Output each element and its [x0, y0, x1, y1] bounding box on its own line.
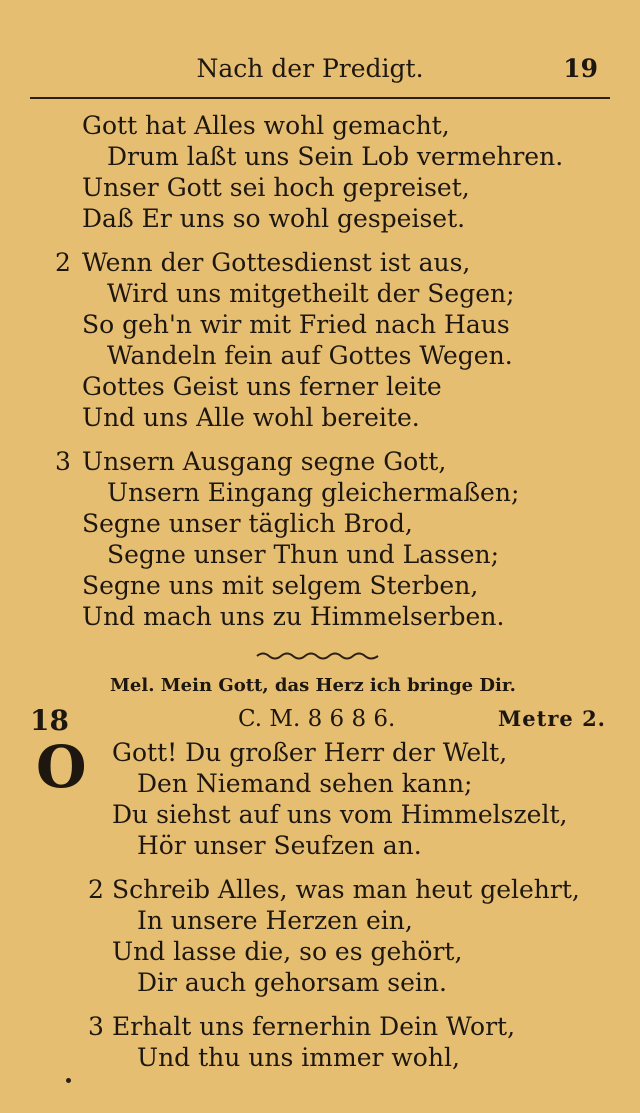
ornamental-divider: [255, 650, 380, 662]
verse-number: 3: [55, 447, 71, 476]
verse-line: So geh'n wir mit Fried nach Haus: [82, 310, 510, 339]
verse-line: Erhalt uns fernerhin Dein Wort,: [112, 1012, 516, 1041]
drop-cap: O: [36, 733, 87, 801]
verse-line: In unsere Herzen ein,: [137, 906, 413, 935]
verse-line: Daß Er uns so wohl gespeiset.: [82, 204, 466, 233]
melody-reference: Mel. Mein Gott, das Herz ich bringe Dir.: [110, 675, 516, 696]
hymn-number: 18: [30, 704, 69, 737]
verse-line: Gott! Du großer Herr der Welt,: [112, 738, 508, 767]
verse-line: Und mach uns zu Himmelserben.: [82, 602, 505, 631]
verse-line: Unsern Eingang gleichermaßen;: [107, 478, 520, 507]
verse-line: Wird uns mitgetheilt der Segen;: [107, 279, 515, 308]
verse-line: Und thu uns immer wohl,: [137, 1043, 460, 1072]
verse-line: Drum laßt uns Sein Lob vermehren.: [107, 142, 564, 171]
verse-line: Und lasse die, so es gehört,: [112, 937, 463, 966]
verse-line: Hör unser Seufzen an.: [137, 831, 422, 860]
verse-line: Gottes Geist uns ferner leite: [82, 372, 442, 401]
verse-line: Unsern Ausgang segne Gott,: [82, 447, 447, 476]
verse-line: Segne uns mit selgem Sterben,: [82, 571, 479, 600]
verse-number: 2: [88, 875, 104, 904]
verse-number: 3: [88, 1012, 104, 1041]
header-rule: [30, 97, 610, 99]
verse-line: Unser Gott sei hoch gepreiset,: [82, 173, 470, 202]
verse-line: Und uns Alle wohl bereite.: [82, 403, 420, 432]
meter-numbers: C. M. 8 6 8 6.: [238, 706, 396, 732]
meter-name: Metre 2.: [498, 706, 606, 731]
verse-line: Segne unser täglich Brod,: [82, 509, 413, 538]
verse-line: Gott hat Alles wohl gemacht,: [82, 111, 450, 140]
running-header: Nach der Predigt.: [196, 54, 424, 83]
verse-line: Segne unser Thun und Lassen;: [107, 540, 500, 569]
verse-line: Dir auch gehorsam sein.: [137, 968, 447, 997]
ink-speck: [66, 1078, 71, 1083]
verse-line: Den Niemand sehen kann;: [137, 769, 473, 798]
verse-line: Schreib Alles, was man heut gelehrt,: [112, 875, 580, 904]
verse-line: Du siehst auf uns vom Himmelszelt,: [112, 800, 568, 829]
verse-number: 2: [55, 248, 71, 277]
verse-line: Wenn der Gottesdienst ist aus,: [82, 248, 471, 277]
verse-line: Wandeln fein auf Gottes Wegen.: [107, 341, 513, 370]
page-number: 19: [563, 54, 598, 83]
